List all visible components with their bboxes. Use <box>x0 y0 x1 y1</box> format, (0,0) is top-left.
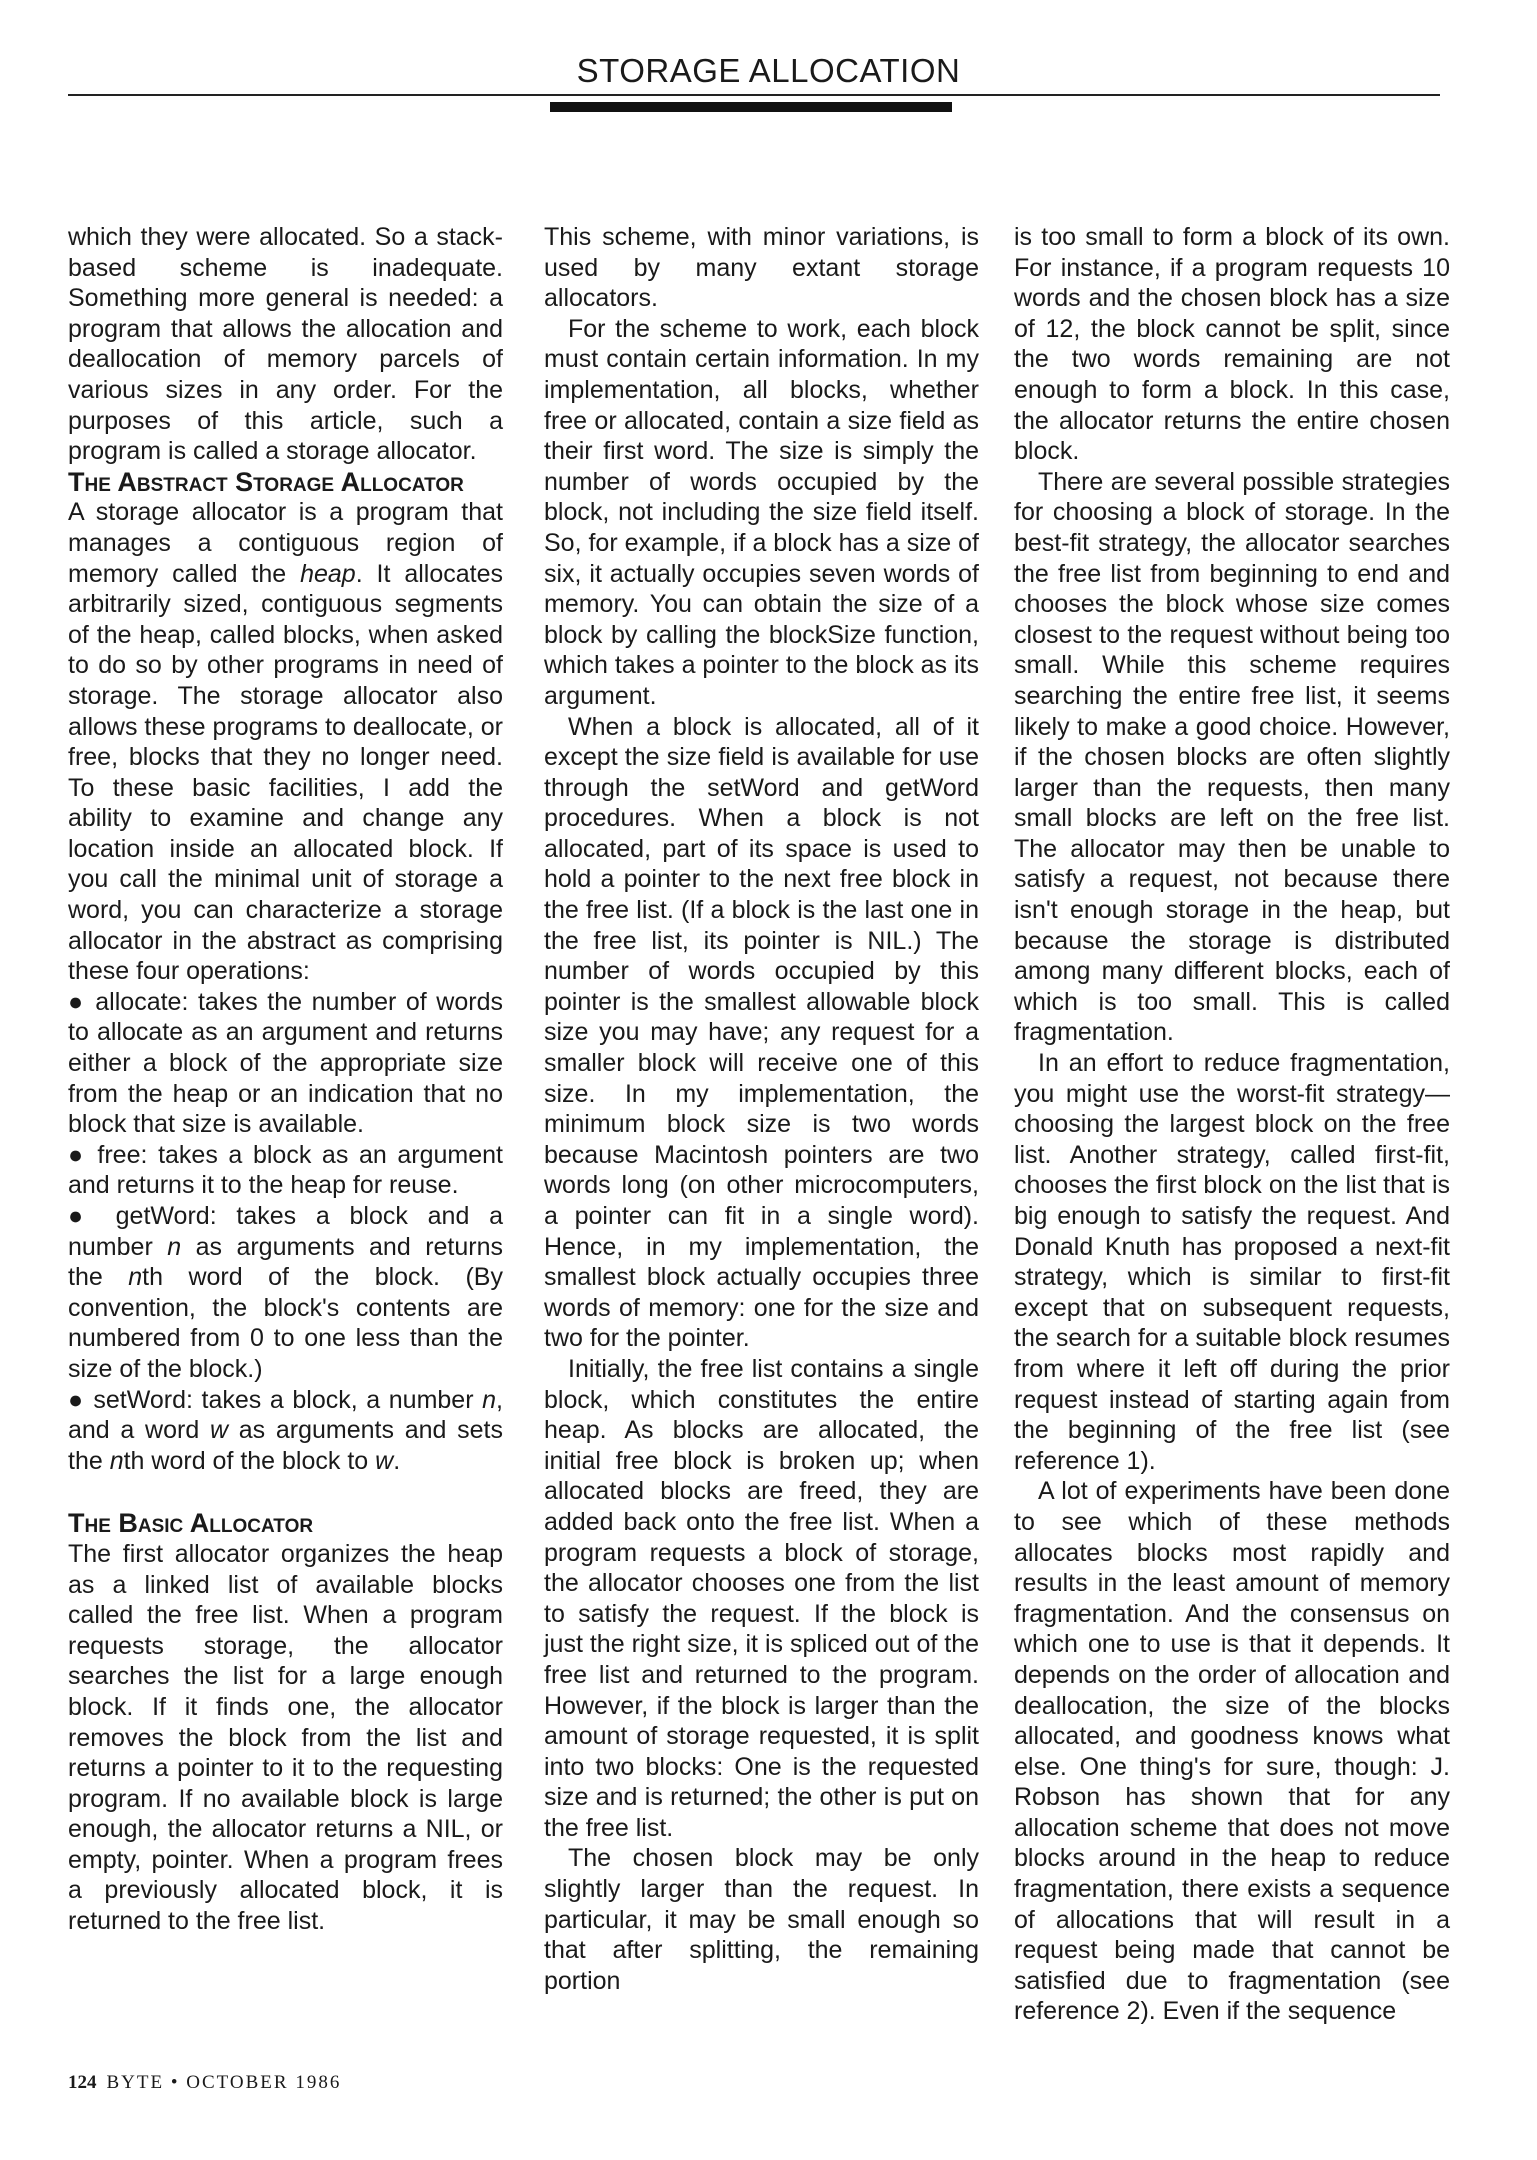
header-thick-rule <box>550 102 952 112</box>
header-thin-rule <box>68 94 1440 96</box>
text-column-3 <box>1014 222 1450 2027</box>
bullet-icon: ● <box>68 987 86 1016</box>
publication-info: BYTE • OCTOBER 1986 <box>106 2072 342 2093</box>
function-name-blocksize: blockSize <box>768 620 876 649</box>
section-heading-basic-allocator: The Basic Allocator <box>68 1508 314 1539</box>
paragraph: In an effort to reduce fragmentation, you might use the worst-fit strategy—choosing the largest block on the free list. Another strategy, called first-fit, chooses the first block on the list that is big enough to satisfy the request. And Donald Knuth has proposed a next-fit strategy, which is similar to first-fit except that on subsequent requests, the search for a suitable block resumes from where it left off during the prior request instead of starting again from the beginning of the free list (see reference 1). <box>1014 1049 1450 1475</box>
text-column-1 <box>68 222 503 1937</box>
section-heading-abstract-storage-allocator: The Abstract Storage Allocator <box>68 466 464 497</box>
bullet-getword: ● getWord: takes a block and a number n as arguments and returns the nth word of the block. (By convention, the block's contents are numbered from 0 to one less than the size of the block.) <box>68 1202 503 1383</box>
paragraph: is too small to form a block of its own. For instance, if a program requests 10 words and the chosen block has a size of 12, the block cannot be split, since the two words remaining are not enough to form a block. In this case, the allocator returns the entire chosen block. <box>1014 223 1450 466</box>
text-column-2 <box>544 222 979 1996</box>
bullet-allocate: ● allocate: takes the number of words to allocate as an argument and returns either a block of the appropriate size from the heap or an indication that no block that size is available. <box>68 987 503 1139</box>
paragraph: When a block is allocated, all of it except the size field is available for use through the setWord and getWord procedures. When a block is not allocated, part of its space is used to hold a pointer to the next free block in the free list. (If a block is the last one in the free list, its pointer is NIL.) The number of words occupied by this pointer is the smallest allowable block size you may have; any request for a smaller block will receive one of this size. In my implementation, the minimum block size is two words because Macintosh pointers are two words long (on other microcomputers, a pointer can fit in a single word). Hence, in my implementation, the smallest block actually occupies three words of memory: one for the size and two for the pointer. <box>544 712 979 1353</box>
page-number: 124 <box>68 2072 97 2093</box>
bullet-icon: ● <box>68 1202 96 1230</box>
paragraph: which they were allocated. So a stack-based scheme is inadequate. Something more general is needed: a program that allows the allocation and deallocation of memory parcels of various sizes in any order. For the purposes of this article, such a program is called a storage allocator. <box>68 223 503 466</box>
paragraph: Initially, the free list contains a single block, which constitutes the entire heap. As blocks are allocated, the initial free block is broken up; when allocated blocks are freed, they are added back onto the free list. When a program requests a block of storage, the allocator chooses one from the list to satisfy the request. If the block is just the right size, it is spliced out of the free list and returned to the program. However, if the block is larger than the amount of storage requested, it is split into two blocks: One is the requested size and is returned; the other is put on the free list. <box>544 1354 979 1842</box>
term-heap: heap <box>300 559 356 588</box>
paragraph: The chosen block may be only slightly larger than the request. In particular, it may be small enough so that after splitting, the remaining portion <box>544 1844 979 1995</box>
page-footer <box>68 2072 341 2094</box>
bullet-setword: ● setWord: takes a block, a number n, and a word w as arguments and sets the nth word of the block to w. <box>68 1385 503 1475</box>
bullet-free: ● free: takes a block as an argument and returns it to the heap for reuse. <box>68 1140 503 1200</box>
paragraph: This scheme, with minor variations, is used by many extant storage allocators. <box>544 223 979 313</box>
running-header-title: STORAGE ALLOCATION <box>576 52 961 89</box>
paragraph: For the scheme to work, each block must contain certain information. In my implementation, all blocks, whether free or allocated, contain a size field as their first word. The size is simply the number of words occupied by the block, not including the size field itself. So, for example, if a block has a size of six, it actually occupies seven words of memory. You can obtain the size of a block by calling the blockSize function, which takes a pointer to the block as its argument. <box>544 314 979 710</box>
paragraph: A lot of experiments have been done to see which of these methods allocates blocks most rapidly and results in the least amount of memory fragmentation. And the consensus on which one to use is that it depends. It depends on the order of allocation and deallocation, the size of the blocks allocated, and goodness knows what else. One thing's for sure, though: J. Robson has shown that for any allocation scheme that does not move blocks around in the heap to reduce fragmentation, there exists a sequence of allocations that will result in a request being made that cannot be satisfied due to fragmentation (see reference 2). Even if the sequence <box>1014 1477 1450 2026</box>
paragraph: There are several possible strategies for choosing a block of storage. In the best-fit strategy, the allocator searches the free list from beginning to end and chooses the block whose size comes closest to the request without being too small. While this scheme requires searching the entire free list, it seems likely to make a good choice. However, if the chosen blocks are often slightly larger than the requests, then many small blocks are left on the free list. The allocator may then be unable to satisfy a request, not because there isn't enough storage in the heap, but because the storage is distributed among many different blocks, each of which is too small. This is called fragmentation. <box>1014 467 1450 1047</box>
bullet-icon: ● <box>68 1140 87 1169</box>
paragraph: The first allocator organizes the heap as a linked list of available blocks called the free list. When a program requests storage, the allocator searches the list for a large enough block. If it finds one, the allocator removes the block from the list and returns a pointer to it to the requesting program. If no available block is large enough, the allocator returns a NIL, or empty, pointer. When a program frees a previously allocated block, it is returned to the free list. <box>68 1539 503 1936</box>
bullet-icon: ● <box>68 1385 85 1414</box>
paragraph: A storage allocator is a program that manages a contiguous region of memory called the heap. It allocates arbitrarily sized, contiguous segments of the heap, called blocks, when asked to do so by other programs in need of storage. The storage allocator also allows these programs to deallocate, or free, blocks that they no longer need. To these basic facilities, I add the ability to examine and change any location inside an allocated block. If you call the minimal unit of storage a word, you can characterize a storage allocator in the abstract as comprising these four operations: <box>68 498 503 986</box>
